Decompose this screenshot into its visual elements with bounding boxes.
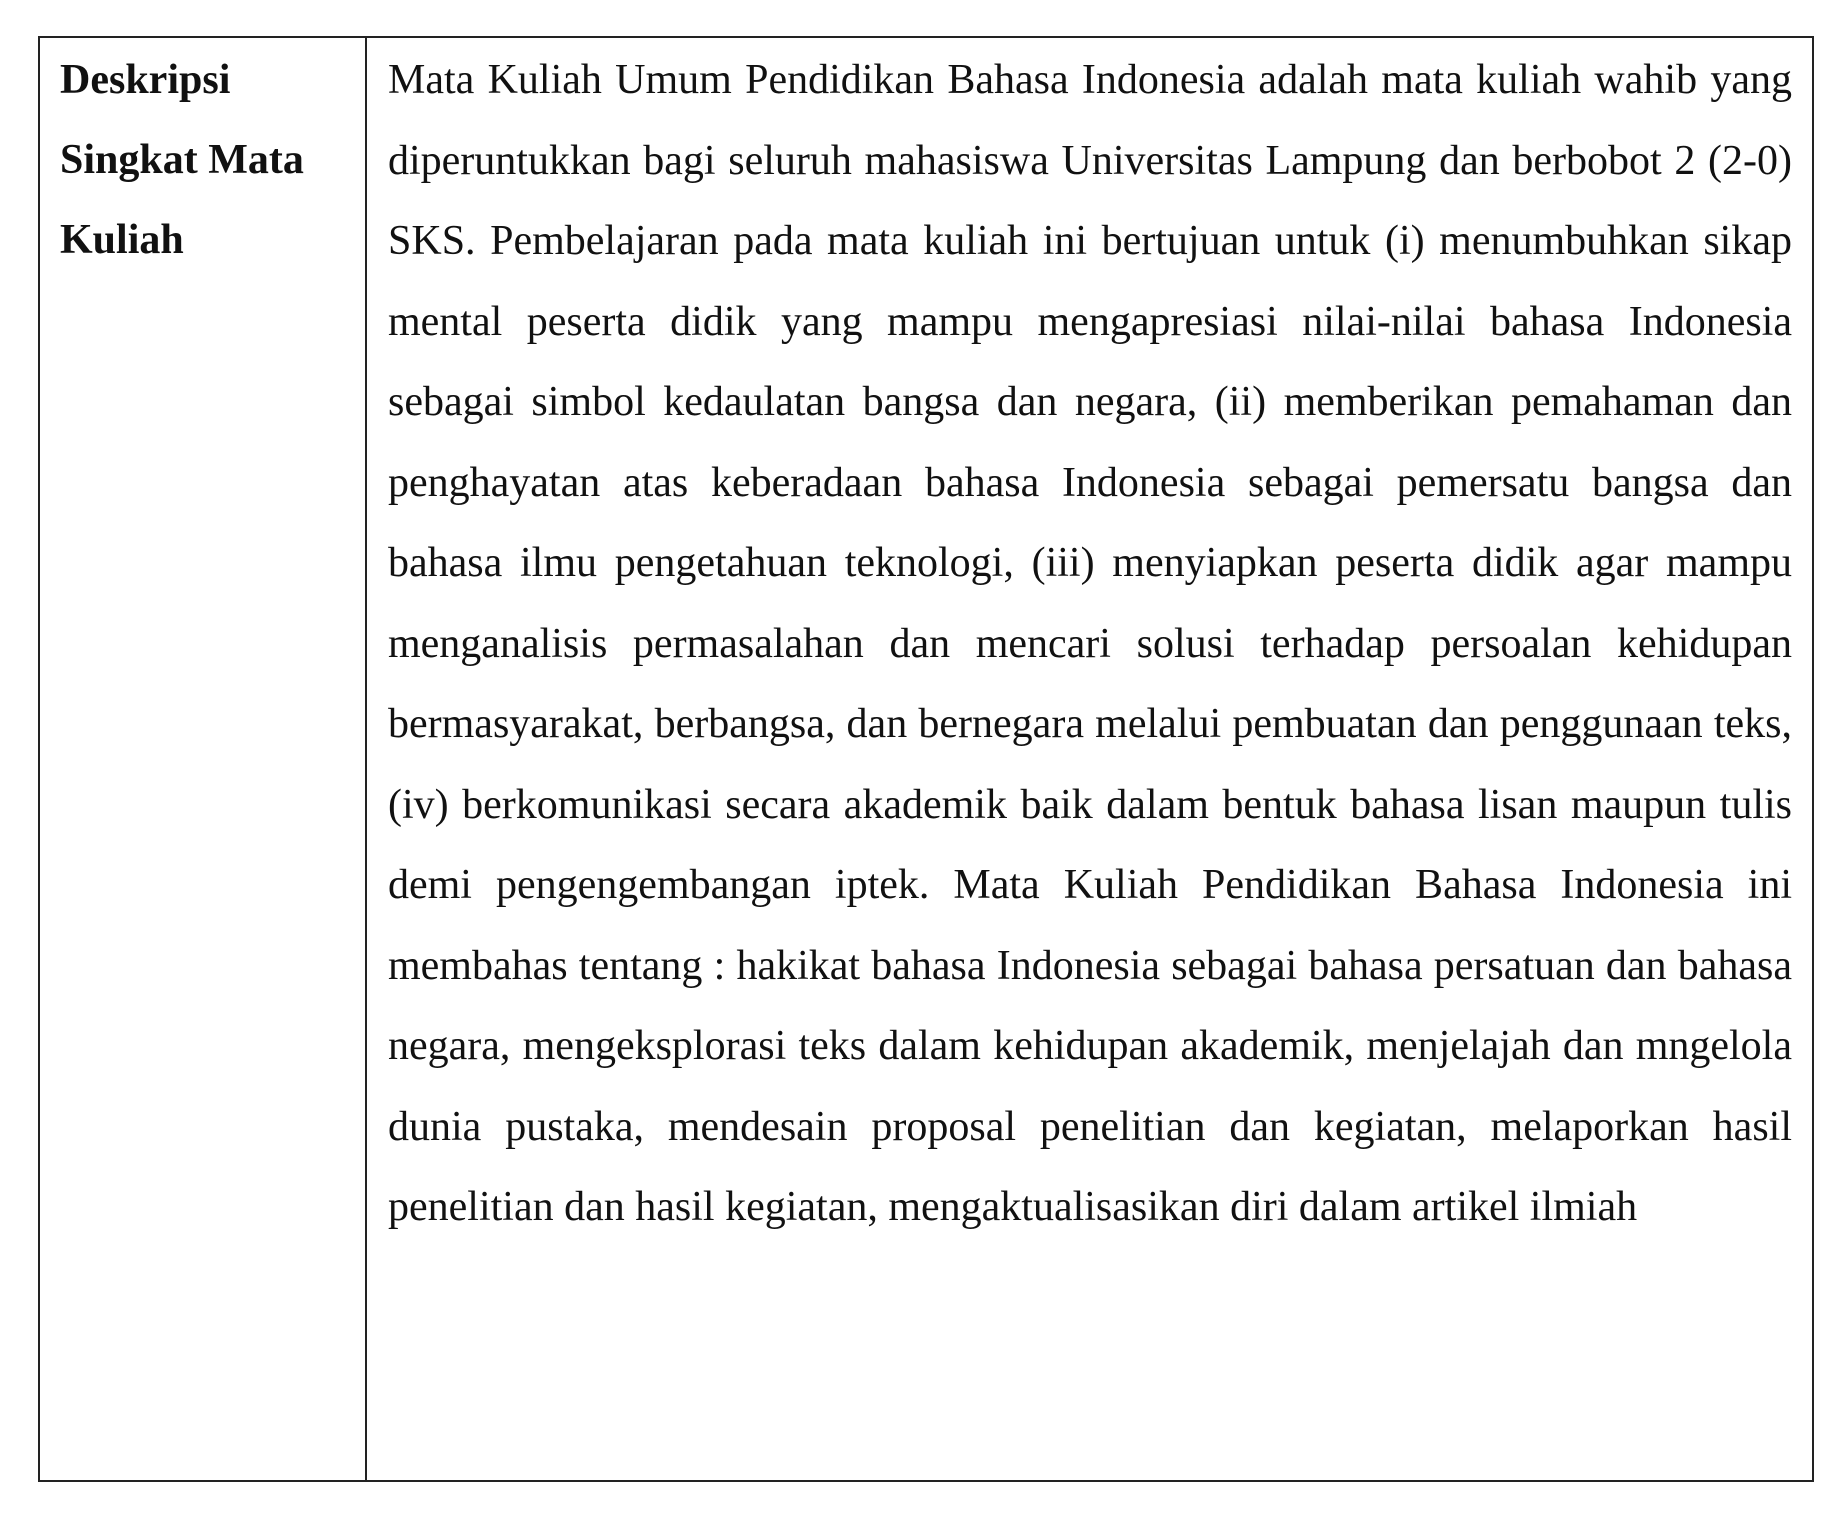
table-row — [39, 37, 1813, 1481]
label-cell — [39, 37, 366, 1481]
course-description-text: Mata Kuliah Umum Pendidikan Bahasa Indonesia adalah mata kuliah wahib yang diperuntukkan bagi seluruh mahasiswa Universitas Lampung dan berbobot 2 (2-0) SKS. Pembelajaran pada mata kuliah ini bertujuan untuk (i) menumbuhkan sikap mental peserta didik yang mampu mengapresiasi nilai-nilai bahasa Indonesia sebagai simbol kedaulatan bangsa dan negara, (ii) memberikan pemahaman dan penghayatan atas keberadaan bahasa Indonesia sebagai pemersatu bangsa dan bahasa ilmu pengetahuan teknologi, (iii) menyiapkan peserta didik agar mampu menganalisis permasalahan dan mencari solusi terhadap persoalan kehidupan bermasyarakat, berbangsa, dan bernegara melalui pembuatan dan penggunaan teks, (iv) berkomunikasi secara akademik baik dalam bentuk bahasa lisan maupun tulis demi pengengembangan iptek. Mata Kuliah Pendidikan Bahasa Indonesia ini membahas tentang : hakikat bahasa Indonesia sebagai bahasa persatuan dan bahasa negara, mengeksplorasi teks dalam kehidupan akademik, menjelajah dan mngelola dunia pustaka, mendesain proposal penelitian dan kegiatan, melaporkan hasil penelitian dan hasil kegiatan, mengaktualisasikan diri dalam artikel ilmiah — [388, 57, 1792, 1230]
row-label: Deskripsi Singkat Mata Kuliah — [60, 57, 304, 263]
course-description-table — [38, 36, 1814, 1482]
content-cell — [366, 37, 1813, 1481]
